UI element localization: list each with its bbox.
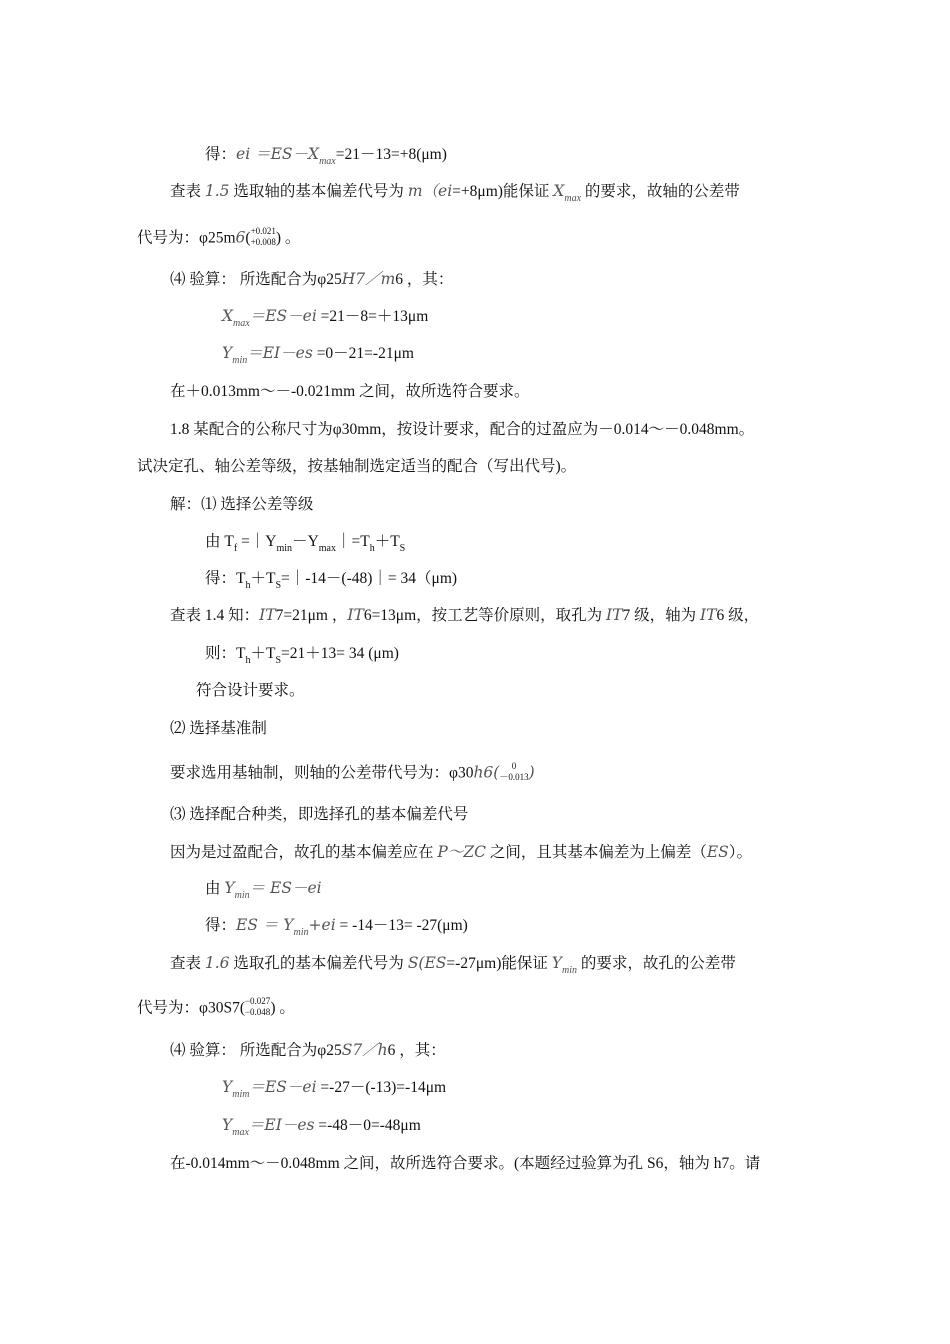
text-line: 符合设计要求。 <box>196 682 305 699</box>
text-line: 由 $Y_{min}= ES-ei$ <box>205 879 322 901</box>
tolerance-stack: +0.021 +0.008 <box>250 226 276 247</box>
text-line: 得：$T_h+T_S=|-14-(-48)|= 34(\mu m)$ <box>205 570 458 591</box>
text-line: 代号为：φ30S7( −0.027 −0.048 ) 。 <box>137 996 295 1017</box>
text-line: 得：ES ＝ $Y_{min}+ei = -14-13= -27(\mu m)$ <box>205 916 468 938</box>
text-line: 则：$T_h+T_S=21+13= 34$ (μm) <box>205 645 399 666</box>
text-line: 因为是过盈配合，故孔的基本偏差应在 P～ZC 之间，且其基本偏差为上偏差（ES）。 <box>170 843 753 861</box>
tolerance-stack: −0.027 −0.048 <box>244 996 271 1017</box>
text-line: ⑷ 验算： 所选配合为φ25H7／m6 ，其： <box>170 270 454 288</box>
text-line: $X_{max}=ES-ei =21-8=+13\mu m$ <box>222 307 429 329</box>
text-line: 在＋0.013mm～－-0.021mm 之间，故所选符合要求。 <box>170 383 530 400</box>
text-line: 要求选用基轴制，则轴的公差带代号为：φ30h6( 0 －0.013 ) <box>170 761 535 782</box>
text-line: 得：ei $=ES-X_{max}=21-13=+8(\mu m)$ <box>205 145 447 167</box>
text-line: ⑵ 选择基准制 <box>170 720 267 737</box>
text-line: 试决定孔、轴公差等级，按基轴制选定适当的配合（写出代号)。 <box>137 458 577 475</box>
text-line: 解：⑴ 选择公差等级 <box>170 496 314 513</box>
text-line: $Y_{max}=EI-es =-48-0=-48\mu m$ <box>222 1116 421 1138</box>
text-line: 代号为：φ25m6( +0.021 +0.008 ) 。 <box>137 226 301 247</box>
text-line: 查表 1.6 选取孔的基本偏差代号为 S(ES=-27μm)能保证 $Y_{min}$ 的要求，故孔的公差带 <box>170 954 736 976</box>
text-line: ⑶ 选择配合种类，即选择孔的基本偏差代号 <box>170 806 469 823</box>
text-line: 查表 1.5 选取轴的基本偏差代号为 m（ei=+8μm)能保证 $X_{max}$ 的要求，故轴的公差带 <box>170 182 740 204</box>
text-line: 由 $T_f$ $=|Y_{min}-Y_{max}|=T_h+T_S$ <box>205 533 406 554</box>
text-line: 查表 1.4 知：IT7=21μm ，IT6=13μm，按工艺等价原则，取孔为 IT7 级，轴为 IT6 级， <box>170 606 760 624</box>
text-line: 在-0.014mm～－0.048mm 之间，故所选符合要求。(本题经过验算为孔 S6，轴为 h7。请 <box>170 1155 761 1172</box>
text-line: $Y_{min}=EI-es =0-21=-21\mu m$ <box>222 344 414 366</box>
text-line: $Y_{mim}=ES-ei =-27-(-13)=-14\mu m$ <box>222 1078 447 1100</box>
tolerance-stack: 0 －0.013 <box>499 761 529 782</box>
text-line: 1.8 某配合的公称尺寸为φ30mm，按设计要求，配合的过盈应为－0.014～－0.048mm。 <box>170 421 755 438</box>
text-line: ⑷ 验算： 所选配合为φ25S7／h6 ，其： <box>170 1041 446 1059</box>
